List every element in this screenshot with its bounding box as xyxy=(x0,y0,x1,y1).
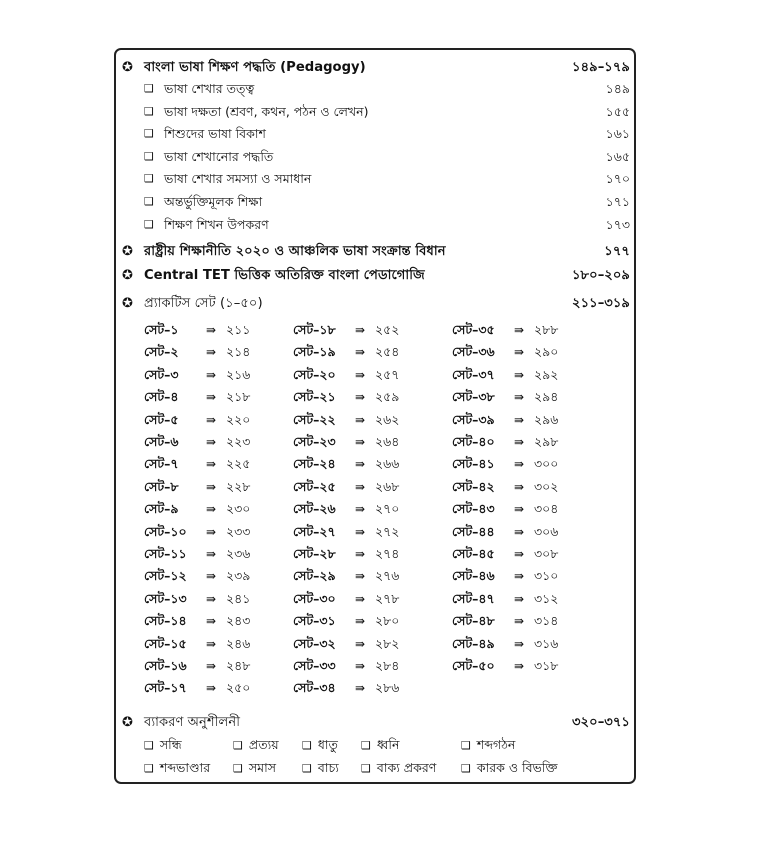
arrow-right-icon: ⇛ xyxy=(355,479,366,494)
set-name: সেট–২৫ xyxy=(293,478,336,494)
set-name: সেট–২ xyxy=(144,344,179,360)
set-page: ২৮৬ xyxy=(375,680,400,696)
section-title: ব্যাকরণ অনুশীলনী xyxy=(144,715,240,730)
set-name: সেট–৪৬ xyxy=(452,568,495,584)
subitem-page: ১৫৫ xyxy=(605,103,630,119)
arrow-right-icon: ⇛ xyxy=(355,502,366,517)
grammar-topic-label: সমাস xyxy=(248,760,276,775)
set-page: ৩১২ xyxy=(534,590,559,606)
subitem-label: শিক্ষণ শিখন উপকরণ xyxy=(164,216,269,232)
arrow-right-icon: ⇛ xyxy=(206,412,217,427)
section-page-range: ২১১–৩১৯ xyxy=(572,296,630,311)
set-name: সেট–১২ xyxy=(144,568,187,584)
section-title: রাষ্ট্রীয় শিক্ষানীতি ২০২০ ও আঞ্চলিক ভাষা সংক্রান্ত বিধান xyxy=(144,244,446,259)
arrow-right-icon: ⇛ xyxy=(355,323,366,337)
set-page: ২৮২ xyxy=(375,635,400,651)
arrow-right-icon: ⇛ xyxy=(206,345,217,360)
checkbox-icon: ❑ xyxy=(144,217,154,231)
set-page: ২৫৭ xyxy=(375,366,400,382)
set-name: সেট–২৭ xyxy=(293,523,336,539)
set-name: সেট–২০ xyxy=(293,366,336,382)
arrow-right-icon: ⇛ xyxy=(355,367,366,382)
arrow-right-icon: ⇛ xyxy=(206,591,217,606)
set-page: ২১৮ xyxy=(226,389,251,405)
arrow-right-icon: ⇛ xyxy=(514,569,525,584)
set-name: সেট–৪৫ xyxy=(452,546,495,561)
arrow-right-icon: ⇛ xyxy=(206,502,217,517)
set-name: সেট–১৩ xyxy=(144,590,187,606)
set-name: সেট–৪৪ xyxy=(452,523,495,539)
arrow-right-icon: ⇛ xyxy=(514,659,525,673)
star-icon: ✪ xyxy=(122,60,133,75)
set-name: সেট–২৯ xyxy=(293,568,336,584)
section-title: Central TET ভিত্তিক অতিরিক্ত বাংলা পেডাগোজি xyxy=(144,268,425,283)
set-name: সেট–৪০ xyxy=(452,434,495,449)
arrow-right-icon: ⇛ xyxy=(514,412,525,427)
subitem-page: ১৬৫ xyxy=(605,148,630,164)
checkbox-icon: ❑ xyxy=(461,762,471,775)
arrow-right-icon: ⇛ xyxy=(206,479,217,494)
arrow-right-icon: ⇛ xyxy=(355,569,366,584)
set-name: সেট–২২ xyxy=(293,411,336,427)
set-page: ২৮৪ xyxy=(375,658,400,673)
grammar-topic[interactable] xyxy=(361,735,399,755)
set-name: সেট–৫ xyxy=(144,411,179,427)
toc-subitem[interactable] xyxy=(144,102,634,122)
set-page: ২৩৩ xyxy=(226,523,251,539)
set-page: ২৯৬ xyxy=(534,411,559,427)
subitem-label: শিশুদের ভাষা বিকাশ xyxy=(164,126,266,142)
set-page: ২৫২ xyxy=(375,322,400,337)
checkbox-icon: ❑ xyxy=(144,82,154,95)
section-page-range: ১৪৯–১৭৯ xyxy=(572,60,630,75)
set-name: সেট–১০ xyxy=(144,523,187,539)
grammar-topic[interactable] xyxy=(361,758,436,778)
star-icon: ✪ xyxy=(122,715,133,730)
set-page: ৩০৪ xyxy=(534,501,559,517)
subitem-label: অন্তর্ভুক্তিমূলক শিক্ষা xyxy=(164,194,263,209)
arrow-right-icon: ⇛ xyxy=(514,345,525,360)
set-name: সেট–২৬ xyxy=(293,501,336,517)
set-page: ২৫৯ xyxy=(375,389,400,405)
grammar-topic[interactable] xyxy=(233,735,279,755)
checkbox-icon: ❑ xyxy=(361,739,371,752)
set-page: ২৬৪ xyxy=(375,434,400,449)
set-page: ২৯২ xyxy=(534,366,559,382)
arrow-right-icon: ⇛ xyxy=(355,345,366,360)
checkbox-icon: ❑ xyxy=(461,739,471,752)
set-name: সেট–১৭ xyxy=(144,680,187,696)
arrow-right-icon: ⇛ xyxy=(206,547,217,561)
set-name: সেট–৪১ xyxy=(452,456,495,472)
arrow-right-icon: ⇛ xyxy=(206,524,217,539)
set-page: ২৭৮ xyxy=(375,590,400,606)
arrow-right-icon: ⇛ xyxy=(355,591,366,606)
set-name: সেট–৩৬ xyxy=(452,344,495,360)
arrow-right-icon: ⇛ xyxy=(355,390,366,405)
set-page: ২৬২ xyxy=(375,411,400,427)
set-page: ২৮০ xyxy=(375,613,400,629)
checkbox-icon: ❑ xyxy=(144,104,154,118)
set-page: ২৬৬ xyxy=(375,456,400,472)
arrow-right-icon: ⇛ xyxy=(514,390,525,405)
set-name: সেট–৩৫ xyxy=(452,322,495,337)
section-page-range: ১৮০–২০৯ xyxy=(572,268,630,283)
set-name: সেট–৩০ xyxy=(293,590,336,606)
set-page: ২৩০ xyxy=(226,501,251,517)
arrow-right-icon: ⇛ xyxy=(206,659,217,673)
set-name: সেট–৩ xyxy=(144,366,179,382)
section-title: বাংলা ভাষা শিক্ষণ পদ্ধতি (Pedagogy) xyxy=(144,60,366,75)
arrow-right-icon: ⇛ xyxy=(355,412,366,427)
checkbox-icon: ❑ xyxy=(233,739,243,752)
set-name: সেট–৫০ xyxy=(452,658,495,673)
set-name: সেট–২১ xyxy=(293,389,336,405)
arrow-right-icon: ⇛ xyxy=(206,457,217,472)
arrow-right-icon: ⇛ xyxy=(514,479,525,494)
toc-subitem[interactable] xyxy=(144,79,634,99)
set-name: সেট–২৩ xyxy=(293,434,336,449)
checkbox-icon: ❑ xyxy=(144,172,154,186)
set-page: ২৪১ xyxy=(226,590,251,606)
set-page: ২৪৮ xyxy=(226,658,251,673)
grammar-topic-label: ধাতু xyxy=(317,737,338,752)
set-name: সেট–৩৭ xyxy=(452,366,495,382)
set-name: সেট–৪ xyxy=(144,389,179,405)
subitem-label: ভাষা দক্ষতা (শ্রবণ, কথন, পঠন ও লেখন) xyxy=(164,103,369,119)
set-page: ৩১৬ xyxy=(534,635,559,651)
grammar-topic[interactable] xyxy=(144,735,182,755)
arrow-right-icon: ⇛ xyxy=(514,323,525,337)
grammar-topic[interactable] xyxy=(302,758,339,778)
arrow-right-icon: ⇛ xyxy=(206,681,217,696)
section-page-range: ১৭৭ xyxy=(604,244,630,259)
set-name: সেট–৭ xyxy=(144,456,179,472)
arrow-right-icon: ⇛ xyxy=(514,547,525,561)
arrow-right-icon: ⇛ xyxy=(514,457,525,472)
set-page: ২২৫ xyxy=(226,456,251,472)
star-icon: ✪ xyxy=(122,296,133,311)
arrow-right-icon: ⇛ xyxy=(514,614,525,629)
toc-subitem[interactable] xyxy=(144,192,634,212)
toc-subitem[interactable] xyxy=(144,215,634,235)
set-name: সেট–১৪ xyxy=(144,613,187,629)
arrow-right-icon: ⇛ xyxy=(514,636,525,651)
arrow-right-icon: ⇛ xyxy=(355,636,366,651)
checkbox-icon: ❑ xyxy=(233,762,243,775)
grammar-topic-label: শব্দভাণ্ডার xyxy=(159,760,211,775)
set-name: সেট–২৪ xyxy=(293,456,336,472)
subitem-label: ভাষা শেখার সমস্যা ও সমাধান xyxy=(164,171,312,187)
set-page: ৩১০ xyxy=(534,568,559,584)
set-page: ২২০ xyxy=(226,411,251,427)
set-page: ২৪৬ xyxy=(226,635,251,651)
checkbox-icon: ❑ xyxy=(144,127,154,141)
star-icon: ✪ xyxy=(122,268,133,283)
set-page: ৩০৬ xyxy=(534,523,559,539)
set-name: সেট–৬ xyxy=(144,434,179,449)
arrow-right-icon: ⇛ xyxy=(355,457,366,472)
section-practice-sets[interactable] xyxy=(122,293,634,315)
set-page: ২৭২ xyxy=(375,523,400,539)
arrow-right-icon: ⇛ xyxy=(206,323,217,337)
set-page: ২৩৯ xyxy=(226,568,251,584)
checkbox-icon: ❑ xyxy=(144,149,154,163)
toc-subitem[interactable] xyxy=(144,169,634,189)
grammar-topic[interactable] xyxy=(461,735,515,755)
set-page: ২৭৪ xyxy=(375,546,400,561)
set-page: ২৯৪ xyxy=(534,389,559,405)
set-page: ২৫০ xyxy=(226,680,251,696)
grammar-topic[interactable] xyxy=(302,735,338,755)
set-name: সেট–৩২ xyxy=(293,635,336,651)
set-name: সেট–১৯ xyxy=(293,344,336,360)
subitem-page: ১৭৩ xyxy=(605,216,630,232)
subitem-page: ১৭১ xyxy=(605,194,630,209)
section-central-tet[interactable] xyxy=(122,265,634,287)
grammar-topic-label: কারক ও বিভক্তি xyxy=(476,760,558,775)
set-page: ৩০৮ xyxy=(534,546,559,561)
grammar-topic-label: বাচ্য xyxy=(317,760,339,775)
set-page: ২৬৮ xyxy=(375,478,400,494)
arrow-right-icon: ⇛ xyxy=(355,524,366,539)
set-page: ২১১ xyxy=(226,322,251,337)
arrow-right-icon: ⇛ xyxy=(514,524,525,539)
arrow-right-icon: ⇛ xyxy=(514,435,525,449)
grammar-topic[interactable] xyxy=(233,758,276,778)
grammar-topic-label: ধ্বনি xyxy=(376,737,400,752)
set-page: ৩০২ xyxy=(534,478,559,494)
set-page: ২৯৮ xyxy=(534,434,559,449)
checkbox-icon: ❑ xyxy=(144,762,154,775)
set-page: ৩১৮ xyxy=(534,658,559,673)
set-page: ২৩৬ xyxy=(226,546,251,561)
subitem-label: ভাষা শেখার তত্ত্ব xyxy=(164,81,255,96)
arrow-right-icon: ⇛ xyxy=(355,681,366,696)
star-icon: ✪ xyxy=(122,244,133,259)
set-name: সেট–৩৯ xyxy=(452,411,495,427)
grammar-topic-label: শব্দগঠন xyxy=(476,737,516,752)
set-name: সেট–৪৭ xyxy=(452,590,495,606)
set-name: সেট–২৮ xyxy=(293,546,336,561)
set-name: সেট–৯ xyxy=(144,501,179,517)
arrow-right-icon: ⇛ xyxy=(514,367,525,382)
subitem-page: ১৭০ xyxy=(605,171,630,187)
set-page: ২৪৩ xyxy=(226,613,251,629)
set-page: ২২৩ xyxy=(226,434,251,449)
set-name: সেট–৪৯ xyxy=(452,635,495,651)
set-name: সেট–৪৩ xyxy=(452,501,495,517)
checkbox-icon: ❑ xyxy=(144,195,154,208)
set-page: ২১৬ xyxy=(226,366,251,382)
set-name: সেট–১ xyxy=(144,322,179,337)
set-name: সেট–১৮ xyxy=(293,322,336,337)
arrow-right-icon: ⇛ xyxy=(514,591,525,606)
set-page: ৩০০ xyxy=(534,456,559,472)
set-name: সেট–৩৩ xyxy=(293,658,336,673)
checkbox-icon: ❑ xyxy=(361,762,371,775)
subitem-label: ভাষা শেখানোর পদ্ধতি xyxy=(164,148,274,164)
set-page: ২৯০ xyxy=(534,344,559,360)
checkbox-icon: ❑ xyxy=(302,762,312,775)
arrow-right-icon: ⇛ xyxy=(514,502,525,517)
arrow-right-icon: ⇛ xyxy=(355,547,366,561)
subitem-page: ১৬১ xyxy=(605,126,630,142)
toc-subitem[interactable] xyxy=(144,147,634,167)
set-name: সেট–১৬ xyxy=(144,658,187,673)
arrow-right-icon: ⇛ xyxy=(206,614,217,629)
arrow-right-icon: ⇛ xyxy=(355,435,366,449)
set-page: ২২৮ xyxy=(226,478,251,494)
grammar-topic[interactable] xyxy=(144,758,210,778)
arrow-right-icon: ⇛ xyxy=(206,367,217,382)
set-page: ২৭০ xyxy=(375,501,400,517)
arrow-right-icon: ⇛ xyxy=(206,390,217,405)
set-name: সেট–১১ xyxy=(144,546,187,561)
section-nep-2020[interactable] xyxy=(122,241,634,263)
checkbox-icon: ❑ xyxy=(302,739,312,752)
grammar-topic-label: বাক্য প্রকরণ xyxy=(376,760,437,775)
arrow-right-icon: ⇛ xyxy=(355,614,366,629)
set-name: সেট–৮ xyxy=(144,478,179,494)
set-page: ২৫৪ xyxy=(375,344,400,360)
set-name: সেট–৩৪ xyxy=(293,680,336,696)
set-page: ৩১৪ xyxy=(534,613,559,629)
set-name: সেট–১৫ xyxy=(144,635,187,651)
set-page: ২১৪ xyxy=(226,344,251,360)
grammar-topic-label: সন্ধি xyxy=(159,737,182,752)
arrow-right-icon: ⇛ xyxy=(206,636,217,651)
set-name: সেট–৩১ xyxy=(293,613,336,629)
section-page-range: ৩২০–৩৭১ xyxy=(571,715,630,730)
section-grammar[interactable] xyxy=(122,712,634,734)
section-title: প্র্যাকটিস সেট (১–৫০) xyxy=(144,296,263,311)
checkbox-icon: ❑ xyxy=(144,739,154,752)
set-page: ২৮৮ xyxy=(534,322,559,337)
subitem-page: ১৪৯ xyxy=(605,81,630,96)
arrow-right-icon: ⇛ xyxy=(206,569,217,584)
set-name: সেট–৪৮ xyxy=(452,613,495,629)
set-name: সেট–৩৮ xyxy=(452,389,495,405)
grammar-topic-label: প্রত্যয় xyxy=(248,737,279,752)
arrow-right-icon: ⇛ xyxy=(355,659,366,673)
grammar-topic[interactable] xyxy=(461,758,558,778)
toc-subitem[interactable] xyxy=(144,124,634,144)
arrow-right-icon: ⇛ xyxy=(206,435,217,449)
section-pedagogy[interactable] xyxy=(122,57,634,79)
set-page: ২৭৬ xyxy=(375,568,400,584)
set-name: সেট–৪২ xyxy=(452,478,495,494)
